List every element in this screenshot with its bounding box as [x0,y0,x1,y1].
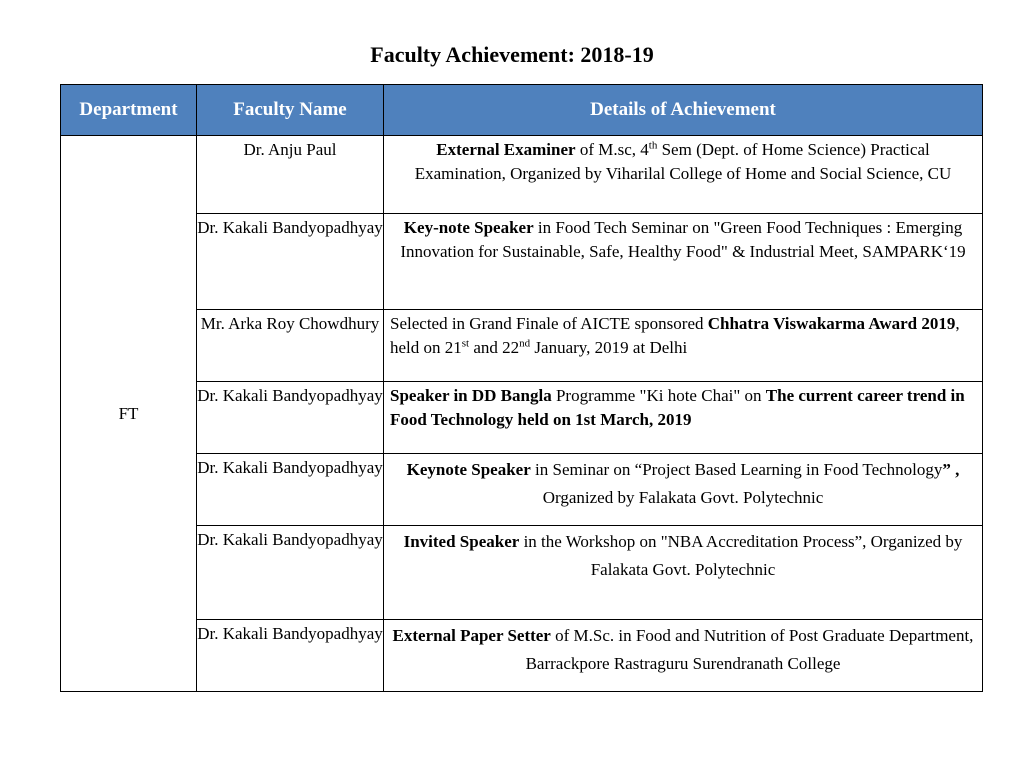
achievement-detail-cell: Keynote Speaker in Seminar on “Project Based Learning in Food Technology” , Organized by Falakata Govt. Polytechnic [384,454,983,526]
table-row [61,310,983,382]
faculty-name-cell: Dr. Kakali Bandyopadhyay [197,620,384,692]
achievement-detail-cell: External Examiner of M.sc, 4th Sem (Dept. of Home Science) Practical Examination, Organized by Viharilal College of Home and Social Science, CU [384,136,983,214]
department-cell: FT [61,136,197,692]
faculty-name-cell: Dr. Kakali Bandyopadhyay [197,214,384,310]
achievement-detail-cell: Key-note Speaker in Food Tech Seminar on "Green Food Techniques : Emerging Innovation for Sustainable, Safe, Healthy Food" & Industrial Meet, SAMPARK‘19 [384,214,983,310]
header-details: Details of Achievement [384,85,983,136]
faculty-name-cell: Dr. Kakali Bandyopadhyay [197,526,384,620]
table-header-row [61,85,983,136]
achievement-detail-cell: Speaker in DD Bangla Programme "Ki hote Chai" on The current career trend in Food Technology held on 1st March, 2019 [384,382,983,454]
page-title: Faculty Achievement: 2018-19 [370,42,654,67]
header-faculty-name: Faculty Name [197,85,384,136]
faculty-name-cell: Dr. Anju Paul [197,136,384,214]
achievement-table [60,84,983,692]
table-row [61,382,983,454]
header-department: Department [61,85,197,136]
faculty-name-cell: Dr. Kakali Bandyopadhyay [197,454,384,526]
faculty-name-cell: Dr. Kakali Bandyopadhyay [197,382,384,454]
table-row [61,620,983,692]
achievement-detail-cell: External Paper Setter of M.Sc. in Food and Nutrition of Post Graduate Department, Barrackpore Rastraguru Surendranath College [384,620,983,692]
table-row [61,526,983,620]
table-row [61,454,983,526]
achievement-detail-cell: Selected in Grand Finale of AICTE sponsored Chhatra Viswakarma Award 2019, held on 21st and 22nd January, 2019 at Delhi [384,310,983,382]
achievement-detail-cell: Invited Speaker in the Workshop on "NBA Accreditation Process”, Organized by Falakata Govt. Polytechnic [384,526,983,620]
table-row [61,136,983,214]
faculty-name-cell: Mr. Arka Roy Chowdhury [197,310,384,382]
table-row [61,214,983,310]
